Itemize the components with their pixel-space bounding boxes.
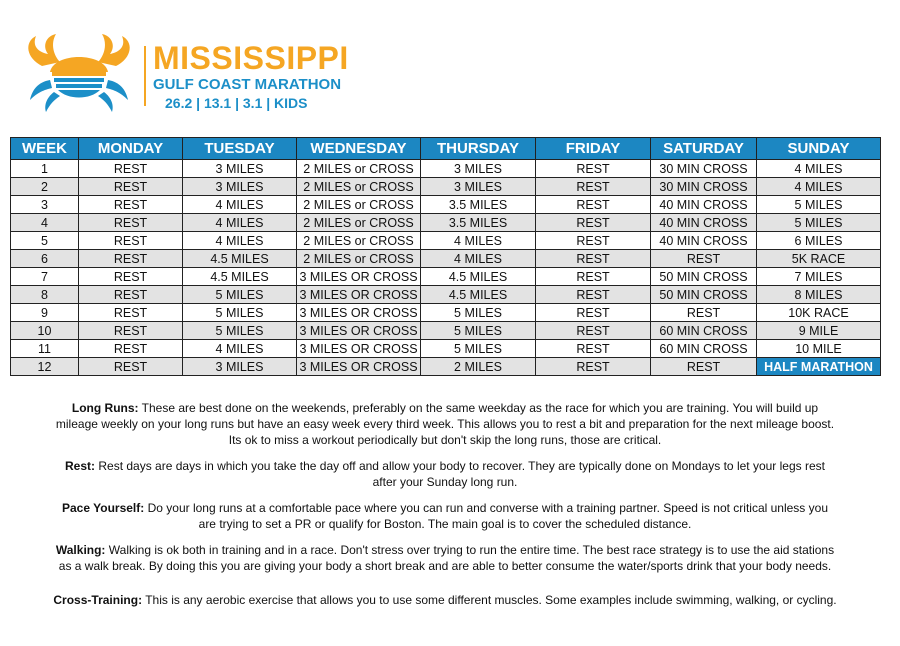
note-paragraph [12,500,878,532]
cell-week: 3 [11,196,79,214]
note-text-line: Walking is ok both in training and in a race. Don't stress over trying to run the entire time. The best race strategy is to use the aid stations [108,543,835,557]
cell-saturday: REST [651,304,757,322]
note-paragraph [12,458,878,490]
header-week: WEEK [11,138,79,160]
cell-thursday: 5 MILES [421,322,536,340]
cell-saturday: 60 MIN CROSS [651,322,757,340]
brand-title: MISSISSIPPI [153,40,349,76]
cell-saturday: 40 MIN CROSS [651,232,757,250]
cell-wednesday: 2 MILES or CROSS [297,196,421,214]
cell-tuesday: 4.5 MILES [183,250,297,268]
table-row [11,358,881,376]
note-text-line: as a walk break. By doing this you are giving your body a short break and are able to better consume the water/sports drink that your body needs. [58,559,832,573]
cell-wednesday: 3 MILES OR CROSS [297,268,421,286]
cell-monday: REST [79,286,183,304]
cell-friday: REST [536,358,651,376]
cell-wednesday: 3 MILES OR CROSS [297,340,421,358]
cell-wednesday: 2 MILES or CROSS [297,250,421,268]
cell-wednesday: 2 MILES or CROSS [297,232,421,250]
cell-week: 6 [11,250,79,268]
cell-friday: REST [536,286,651,304]
cell-saturday: REST [651,358,757,376]
cell-sunday: 10 MILE [757,340,881,358]
cell-tuesday: 5 MILES [183,322,297,340]
table-row [11,214,881,232]
cell-monday: REST [79,304,183,322]
cell-monday: REST [79,160,183,178]
cell-sunday: 8 MILES [757,286,881,304]
cell-tuesday: 3 MILES [183,358,297,376]
cell-sunday: 9 MILE [757,322,881,340]
cell-wednesday: 2 MILES or CROSS [297,178,421,196]
cell-week: 11 [11,340,79,358]
cell-thursday: 4 MILES [421,250,536,268]
cell-sunday: 7 MILES [757,268,881,286]
cell-week: 1 [11,160,79,178]
race-logo [20,28,360,118]
cell-thursday: 3.5 MILES [421,196,536,214]
cell-week: 5 [11,232,79,250]
note-title: Rest: [65,459,96,473]
cell-sunday: 6 MILES [757,232,881,250]
cell-saturday: 40 MIN CROSS [651,214,757,232]
cell-saturday: 50 MIN CROSS [651,286,757,304]
cell-friday: REST [536,268,651,286]
cell-sunday: 5 MILES [757,196,881,214]
cell-friday: REST [536,160,651,178]
note-text-line: This is any aerobic exercise that allows you to use some different muscles. Some examples include swimming, walking, or cycling. [145,593,837,607]
cell-week: 2 [11,178,79,196]
cell-sunday: 10K RACE [757,304,881,322]
cell-monday: REST [79,250,183,268]
cell-thursday: 3.5 MILES [421,214,536,232]
table-row [11,340,881,358]
cell-wednesday: 3 MILES OR CROSS [297,322,421,340]
header-saturday: SATURDAY [651,138,757,160]
cell-tuesday: 4 MILES [183,214,297,232]
cell-monday: REST [79,178,183,196]
cell-friday: REST [536,250,651,268]
cell-tuesday: 5 MILES [183,304,297,322]
cell-saturday: 30 MIN CROSS [651,178,757,196]
header-sunday: SUNDAY [757,138,881,160]
note-text-line: after your Sunday long run. [372,475,518,489]
cell-thursday: 5 MILES [421,304,536,322]
cell-friday: REST [536,322,651,340]
cell-tuesday: 4 MILES [183,196,297,214]
header-wednesday: WEDNESDAY [297,138,421,160]
note-text-line: Do your long runs at a comfortable pace where you can run and converse with a training partner. Speed is not critical unless you [147,501,828,515]
cell-sunday: 5 MILES [757,214,881,232]
cell-tuesday: 3 MILES [183,178,297,196]
logo-text [153,42,349,112]
cell-sunday: 4 MILES [757,160,881,178]
header-thursday: THURSDAY [421,138,536,160]
cell-monday: REST [79,268,183,286]
table-row [11,196,881,214]
note-paragraph [12,542,878,574]
cell-friday: REST [536,214,651,232]
cell-week: 8 [11,286,79,304]
brand-subtitle: GULF COAST MARATHON [153,76,342,93]
table-row [11,250,881,268]
table-row [11,178,881,196]
cell-week: 9 [11,304,79,322]
note-text-line: mileage weekly on your long runs but have an easy week every third week. This allows you to rest a bit and preparation for the next mileage boost. [55,417,835,431]
cell-monday: REST [79,196,183,214]
cell-monday: REST [79,322,183,340]
cell-monday: REST [79,340,183,358]
training-notes [12,400,878,608]
header-friday: FRIDAY [536,138,651,160]
cell-friday: REST [536,178,651,196]
table-row [11,232,881,250]
table-row [11,322,881,340]
table-row [11,160,881,178]
cell-friday: REST [536,304,651,322]
note-text-line: are trying to set a PR or qualify for Boston. The main goal is to cover the scheduled distance. [198,517,692,531]
cell-sunday: HALF MARATHON [757,358,881,376]
cell-tuesday: 3 MILES [183,160,297,178]
cell-thursday: 4.5 MILES [421,286,536,304]
cell-monday: REST [79,232,183,250]
note-title: Walking: [55,543,106,557]
crab-logo-icon [20,28,138,114]
cell-thursday: 3 MILES [421,178,536,196]
note-title: Cross-Training: [53,593,143,607]
cell-sunday: 4 MILES [757,178,881,196]
note-text-line: These are best done on the weekends, preferably on the same weekday as the race for which you are training. You will build up [141,401,819,415]
cell-wednesday: 3 MILES OR CROSS [297,286,421,304]
logo-divider [144,46,146,106]
cell-monday: REST [79,214,183,232]
note-paragraph [12,592,878,608]
cell-thursday: 2 MILES [421,358,536,376]
cell-tuesday: 4 MILES [183,232,297,250]
table-header-row [11,138,881,160]
table-row [11,268,881,286]
cell-saturday: 50 MIN CROSS [651,268,757,286]
cell-tuesday: 4 MILES [183,340,297,358]
cell-week: 7 [11,268,79,286]
cell-tuesday: 5 MILES [183,286,297,304]
cell-thursday: 4 MILES [421,232,536,250]
cell-thursday: 5 MILES [421,340,536,358]
cell-monday: REST [79,358,183,376]
cell-thursday: 4.5 MILES [421,268,536,286]
note-text-line: Rest days are days in which you take the day off and allow your body to recover. They are typically done on Mondays to let your legs rest [98,459,825,473]
cell-friday: REST [536,196,651,214]
cell-wednesday: 2 MILES or CROSS [297,214,421,232]
cell-week: 10 [11,322,79,340]
cell-wednesday: 2 MILES or CROSS [297,160,421,178]
note-title: Pace Yourself: [62,501,145,515]
cell-friday: REST [536,232,651,250]
cell-wednesday: 3 MILES OR CROSS [297,358,421,376]
note-text-line: Its ok to miss a workout periodically but don't skip the long runs, those are critical. [228,433,662,447]
brand-distances: 26.2 | 13.1 | 3.1 | KIDS [165,95,308,111]
cell-saturday: 60 MIN CROSS [651,340,757,358]
header-tuesday: TUESDAY [183,138,297,160]
table-row [11,286,881,304]
table-row [11,304,881,322]
header-monday: MONDAY [79,138,183,160]
cell-wednesday: 3 MILES OR CROSS [297,304,421,322]
cell-week: 12 [11,358,79,376]
cell-friday: REST [536,340,651,358]
table-body [11,160,881,376]
note-title: Long Runs: [71,401,139,415]
cell-sunday: 5K RACE [757,250,881,268]
note-paragraph [12,400,878,448]
cell-saturday: REST [651,250,757,268]
cell-thursday: 3 MILES [421,160,536,178]
cell-saturday: 40 MIN CROSS [651,196,757,214]
cell-tuesday: 4.5 MILES [183,268,297,286]
training-schedule-table [10,137,881,376]
cell-week: 4 [11,214,79,232]
cell-saturday: 30 MIN CROSS [651,160,757,178]
